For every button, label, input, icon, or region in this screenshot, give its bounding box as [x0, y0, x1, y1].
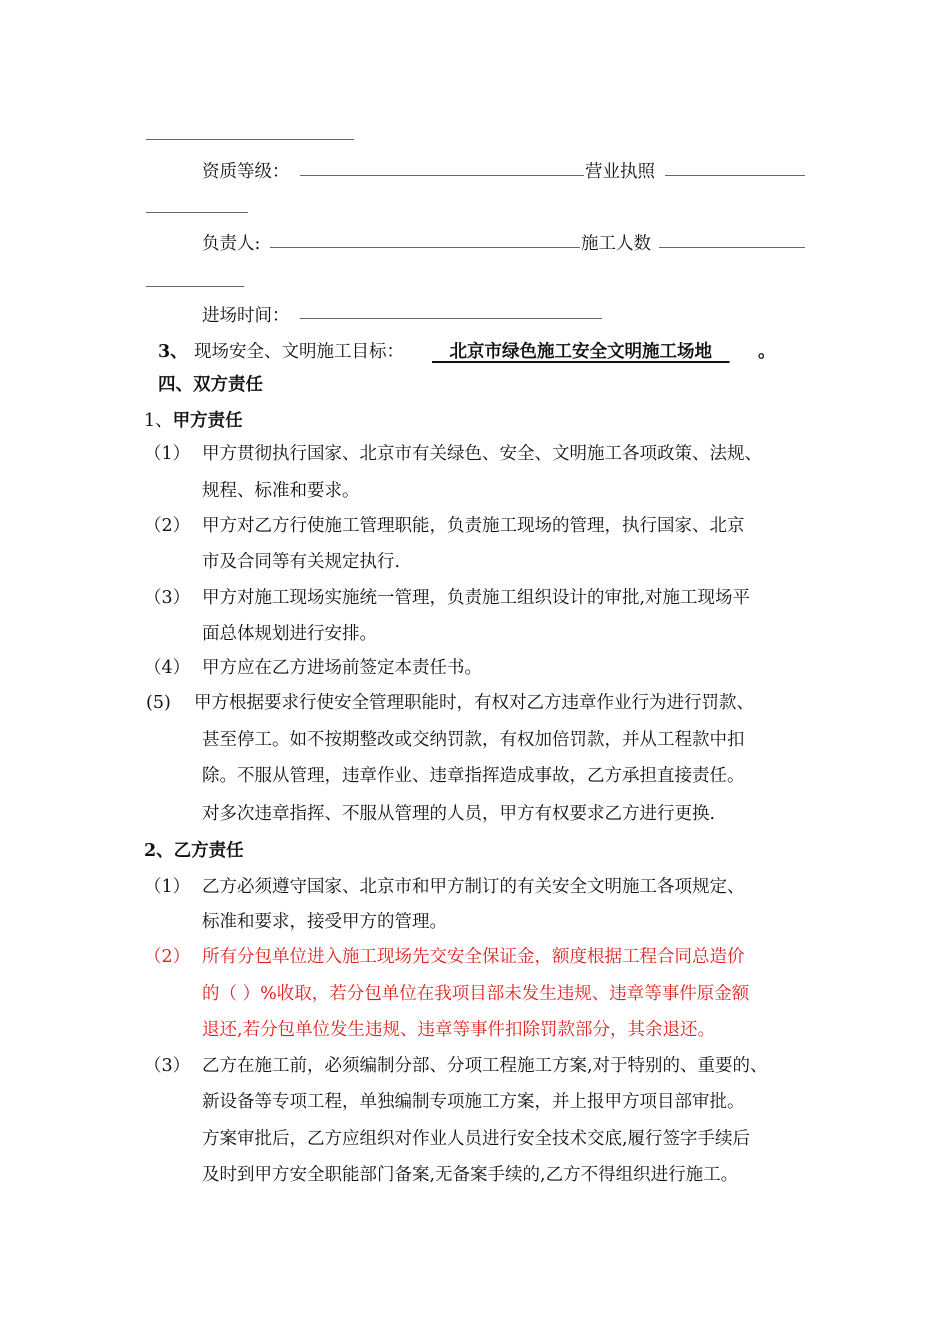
blank-line-top: [146, 139, 354, 140]
party-a-item-number: （3）: [144, 588, 191, 608]
party-b-item-number: （3）: [144, 1056, 191, 1076]
party-a-item-number: (5): [146, 693, 171, 713]
license-blank: [665, 175, 805, 176]
party-a-item-number: （4）: [144, 658, 191, 678]
party-a-item-line: 对多次违章指挥、不服从管理的人员，甲方有权要求乙方进行更换.: [202, 804, 716, 824]
party-a-item-line: 规程、标准和要求。: [202, 481, 360, 501]
party-a-item-line: 甲方根据要求行使安全管理职能时，有权对乙方违章作业行为进行罚款、: [194, 693, 754, 713]
party-b-heading: 2、乙方责任: [144, 841, 244, 861]
person-blank: [270, 247, 580, 248]
qualification-blank: [300, 175, 584, 176]
party-b-item-line: 及时到甲方安全职能部门备案,无备案手续的,乙方不得组织进行施工。: [202, 1165, 739, 1185]
party-b-item-line: 标准和要求，接受甲方的管理。: [202, 912, 447, 932]
party-a-item-line: 甲方对乙方行使施工管理职能，负责施工现场的管理，执行国家、北京: [202, 516, 745, 536]
party-a-item-line: 甲方贯彻执行国家、北京市有关绿色、安全、文明施工各项政策、法规、: [202, 444, 762, 464]
party-a-item-line: 甲方对施工现场实施统一管理，负责施工组织设计的审批,对施工现场平: [202, 588, 751, 608]
goal-end: 。: [758, 342, 776, 362]
party-b-item-line: 的（ ）%收取，若分包单位在我项目部未发生违规、违章等事件原金额: [202, 984, 750, 1004]
section-title: 四、双方责任: [158, 375, 263, 395]
goal-number: 3、: [158, 342, 188, 362]
party-a-item-line: 面总体规划进行安排。: [202, 624, 377, 644]
party-a-item-line: 甲方应在乙方进场前签定本责任书。: [202, 658, 482, 678]
party-b-item-line: 退还,若分包单位发生违规、违章等事件扣除罚款部分，其余退还。: [202, 1020, 716, 1040]
party-b-item-line: 方案审批后，乙方应组织对作业人员进行安全技术交底,履行签字手续后: [202, 1129, 751, 1149]
workers-label: 施工人数: [581, 234, 651, 254]
entry-time-blank: [300, 318, 602, 319]
person-label: 负责人:: [202, 234, 261, 254]
goal-value: 北京市绿色施工安全文明施工场地: [449, 342, 712, 362]
party-b-item-line: 乙方在施工前，必须编制分部、分项工程施工方案,对于特别的、重要的、: [202, 1056, 768, 1076]
entry-time-label: 进场时间：: [202, 306, 290, 326]
license-label: 营业执照: [585, 162, 655, 182]
party-a-item-line: 甚至停工。如不按期整改或交纳罚款，有权加倍罚款，并从工程款中扣: [202, 730, 745, 750]
qualification-label: 资质等级：: [202, 162, 290, 182]
party-b-item-number: （2）: [144, 947, 191, 967]
party-b-item-line: 所有分包单位进入施工现场先交安全保证金，额度根据工程合同总造价: [202, 947, 745, 967]
party-b-item-line: 新设备等专项工程，单独编制专项施工方案，并上报甲方项目部审批。: [202, 1092, 745, 1112]
party-a-item-line: 市及合同等有关规定执行.: [202, 552, 401, 572]
party-a-item-number: （1）: [144, 444, 191, 464]
party-a-item-number: （2）: [144, 516, 191, 536]
party-a-item-line: 除。不服从管理，违章作业、违章指挥造成事故，乙方承担直接责任。: [202, 766, 745, 786]
workers-blank: [659, 247, 805, 248]
party-a-heading: 1、甲方责任: [144, 411, 243, 431]
goal-label: 现场安全、文明施工目标：: [194, 342, 404, 362]
workers-blank-cont: [146, 286, 244, 287]
party-b-item-line: 乙方必须遵守国家、北京市和甲方制订的有关安全文明施工各项规定、: [202, 877, 745, 897]
license-blank-cont: [146, 212, 248, 213]
party-b-item-number: （1）: [144, 877, 191, 897]
